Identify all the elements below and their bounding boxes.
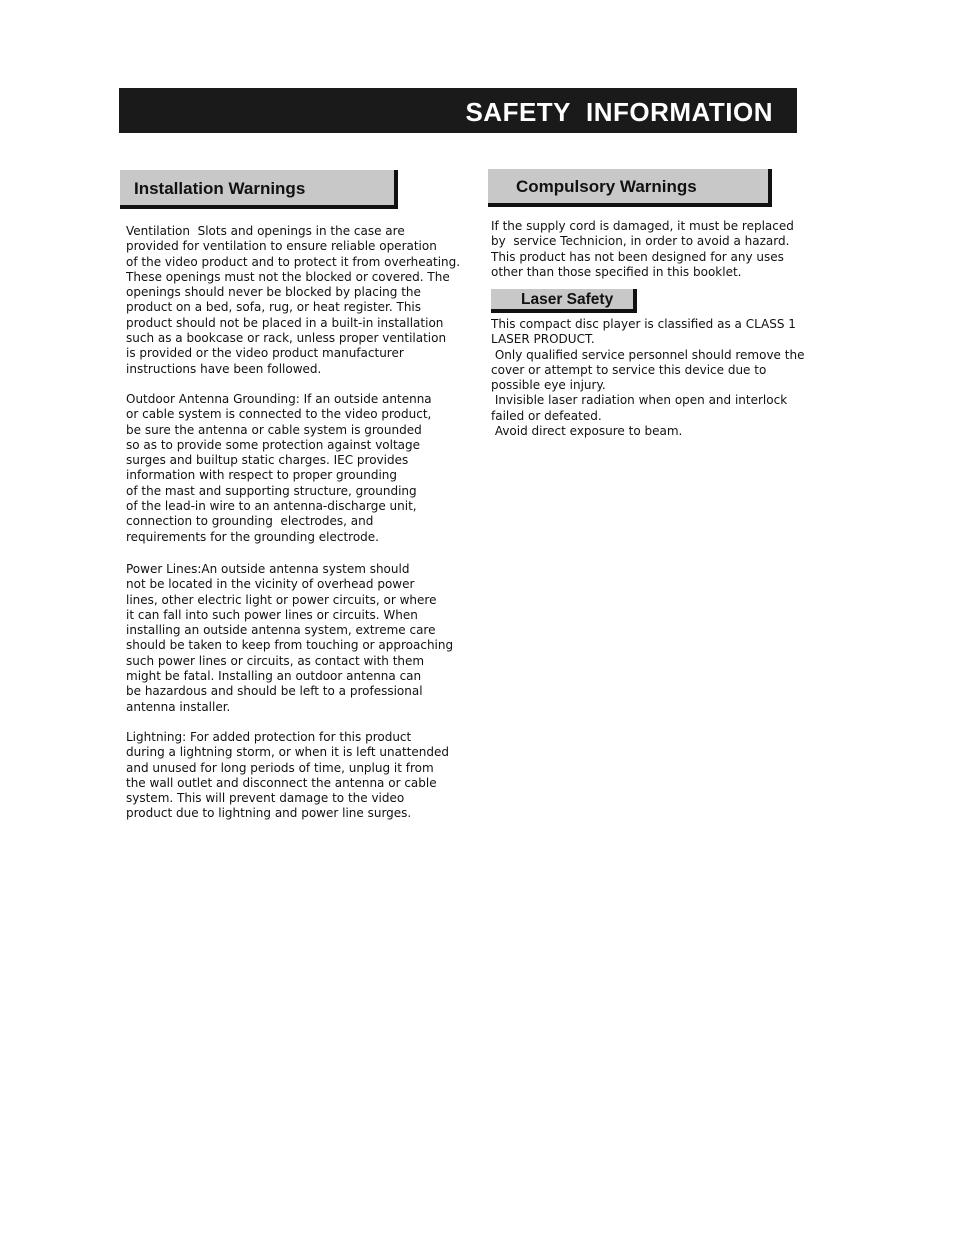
antenna-grounding-paragraph: Outdoor Antenna Grounding: If an outside antenna or cable system is connected to the video product, be sure the antenna or cable system is grounded so as to provide some protection against voltage surges and builtup static charges. IEC provides information with respect to proper grounding of the mast and supporting structure, grounding of the lead-in wire to an antenna-discharge unit, connection to grounding electrodes, and requirements for the grounding electrode. <box>126 392 432 544</box>
compulsory-warnings-heading-box <box>488 169 772 207</box>
ventilation-paragraph: Ventilation Slots and openings in the case are provided for ventilation to ensure reliable operation of the video product and to protect it from overheating. These openings must not the blocked or covered. The openings should never be blocked by placing the product on a bed, sofa, rug, or heat register. This product should not be placed in a built-in installation such as a bookcase or rack, unless proper ventilation is provided or the video product manufacturer instructions have been followed. <box>126 224 461 376</box>
title-banner <box>119 88 797 133</box>
lightning-paragraph: Lightning: For added protection for this product during a lightning storm, or when it is left unattended and unused for long periods of time, unplug it from the wall outlet and disconnect the antenna or cable system. This will prevent damage to the video product due to lightning and power line surges. <box>126 730 450 821</box>
laser-safety-heading: Laser Safety <box>521 291 614 308</box>
installation-warnings-heading-box <box>120 170 398 209</box>
laser-safety-paragraph: This compact disc player is classified as a CLASS 1 LASER PRODUCT. Only qualified service personnel should remove the cover or attempt to service this device due to possible eye injury. Invisible laser radiation when open and interlock failed or defeated. Avoid direct exposure to beam. <box>491 317 805 439</box>
power-lines-paragraph: Power Lines:An outside antenna system should not be located in the vicinity of overhead power lines, other electric light or power circuits, or where it can fall into such power lines or circuits. When installing an outside antenna system, extreme care should be taken to keep from touching or approaching such power lines or circuits, as contact with them might be fatal. Installing an outdoor antenna can be hazardous and should be left to a professional antenna installer. <box>126 562 454 714</box>
compulsory-warnings-paragraph: If the supply cord is damaged, it must be replaced by service Technicion, in order to avoid a hazard. This product has not been designed for any uses other than those specified in this booklet. <box>491 219 794 279</box>
page-title: SAFETY INFORMATION <box>465 97 773 127</box>
laser-safety-heading-box <box>491 289 637 313</box>
compulsory-warnings-heading: Compulsory Warnings <box>516 177 697 196</box>
installation-warnings-heading: Installation Warnings <box>134 179 306 198</box>
